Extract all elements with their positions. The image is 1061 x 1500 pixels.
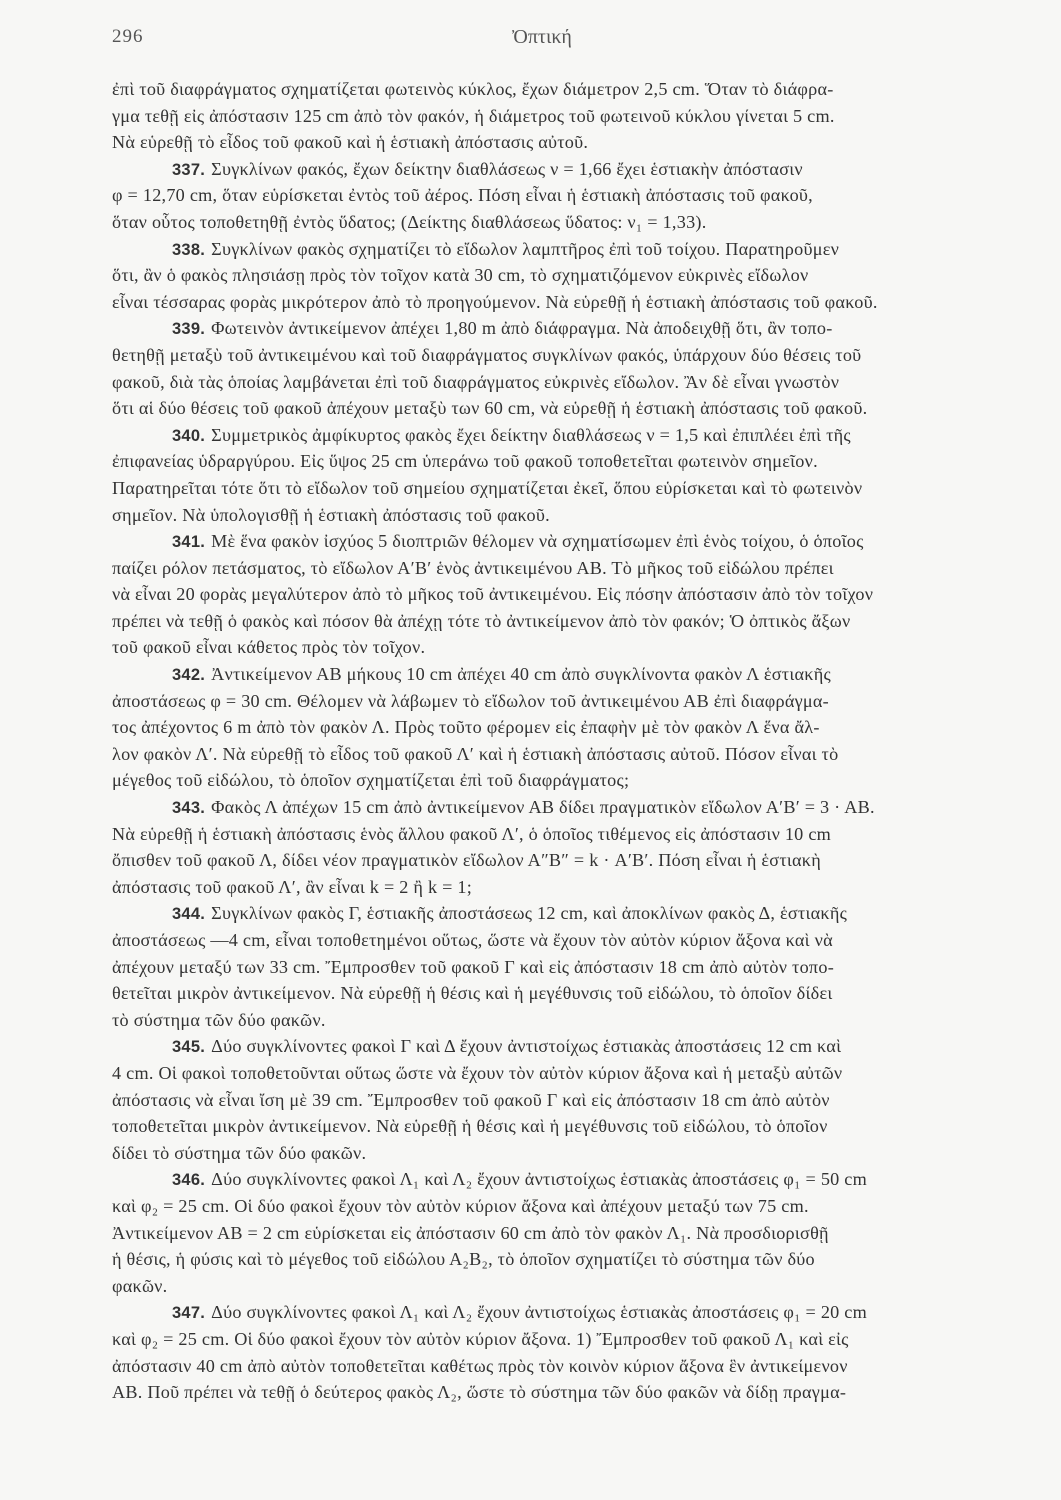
line-text: εἶναι τέσσαρας φορὰς μικρότερον ἀπὸ τὸ προηγούμενον. Νὰ εὑρεθῇ ἡ ἑστιακὴ ἀπόστασις τοῦ φακοῦ.: [112, 291, 878, 312]
text-line: [112, 874, 990, 901]
text-line: [112, 182, 990, 209]
line-text: φακοῦ, διὰ τὰς ὁποίας λαμβάνεται ἐπὶ τοῦ διαφράγματος εὐκρινὲς εἴδωλον. Ἂν δὲ εἶναι γνωστὸν: [112, 371, 840, 392]
text-line: [112, 103, 990, 130]
text-line: [112, 688, 990, 715]
line-text: θετηθῇ μεταξὺ τοῦ ἀντικειμένου καὶ τοῦ διαφράγματος συγκλίνων φακός, ὑπάρχουν δύο θέσεις τοῦ: [112, 344, 862, 365]
line-text: σημεῖον. Νὰ ὑπολογισθῇ ἡ ἑστιακὴ ἀπόστασις τοῦ φακοῦ.: [112, 504, 550, 525]
text-line: [112, 1140, 990, 1167]
text-line: [112, 1326, 990, 1353]
text-line: [112, 422, 990, 449]
line-text: Δύο συγκλίνοντες φακοὶ Γ καὶ Δ ἔχουν ἀντιστοίχως ἑστιακὰς ἀποστάσεις 12 cm καὶ: [211, 1036, 842, 1057]
line-text: Συμμετρικὸς ἀμφίκυρτος φακὸς ἔχει δείκτην διαθλάσεως ν = 1,5 καὶ ἐπιπλέει ἐπὶ τῆς: [211, 424, 851, 445]
text-line: [112, 661, 990, 688]
line-text: τος ἀπέχοντος 6 m ἀπὸ τὸν φακὸν Λ. Πρὸς τοῦτο φέρομεν εἰς ἐπαφὴν μὲ τὸν φακὸν Λ ἕνα ἄλ-: [112, 717, 820, 738]
text-line: [112, 555, 990, 582]
text-line: [112, 1033, 990, 1060]
text-line: [112, 954, 990, 981]
problem-number: 342.: [172, 666, 206, 685]
line-text: καὶ φ₂ = 25 cm. Οἱ δύο φακοὶ ἔχουν τὸν αὐτὸν κύριον ἄξονα καὶ ἀπέχουν μεταξύ των 75 cm.: [112, 1195, 809, 1216]
text-line: [112, 741, 990, 768]
problem-number: 337.: [172, 160, 206, 179]
line-text: ἀποστάσεως φ = 30 cm. Θέλομεν νὰ λάβωμεν τὸ εἴδωλον τοῦ ἀντικειμένου ΑΒ ἐπὶ διαφράγμα-: [112, 690, 829, 711]
line-text: Ἀντικείμενον ΑΒ μήκους 10 cm ἀπέχει 40 cm ἀπὸ συγκλίνοντα φακὸν Λ ἑστιακῆς: [211, 664, 831, 685]
line-text: Φωτεινὸν ἀντικείμενον ἀπέχει 1,80 m ἀπὸ διάφραγμα. Νὰ ἀποδειχθῇ ὅτι, ἂν τοπο-: [211, 318, 833, 339]
text-line: [112, 900, 990, 927]
line-text: ἀποστάσεως —4 cm, εἶναι τοποθετημένοι οὕτως, ὥστε νὰ ἔχουν τὸν αὐτὸν κύριον ἄξονα καὶ νὰ: [112, 930, 833, 950]
line-text: ἐπιφανείας ὑδραργύρου. Εἰς ὕψος 25 cm ὑπεράνω τοῦ φακοῦ τοποθετεῖται φωτεινὸν σημεῖον.: [112, 451, 818, 472]
line-text: Ἀντικείμενον ΑΒ = 2 cm εὑρίσκεται εἰς ἀπόστασιν 60 cm ἀπὸ τὸν φακὸν Λ₁. Νὰ προσδιορισθῇ: [112, 1222, 829, 1243]
line-text: ὅτι, ἂν ὁ φακὸς πλησιάσῃ πρὸς τὸν τοῖχον κατὰ 30 cm, τὸ σχηματιζόμενον εὐκρινὲς εἴδωλον: [112, 265, 809, 286]
text-line: [112, 528, 990, 555]
line-text: ἡ θέσις, ἡ φύσις καὶ τὸ μέγεθος τοῦ εἰδώλου Α₂Β₂, τὸ ὁποῖον σχηματίζει τὸ σύστημα τῶν δύο: [112, 1249, 815, 1270]
line-text: θετεῖται μικρὸν ἀντικείμενον. Νὰ εὑρεθῇ ἡ θέσις καὶ ἡ μεγέθυνσις τοῦ εἰδώλου, τὸ ὁποῖον δίδει: [112, 983, 833, 1004]
line-text: ἀπέχουν μεταξύ των 33 cm. Ἔμπροσθεν τοῦ φακοῦ Γ καὶ εἰς ἀπόστασιν 18 cm ἀπὸ αὐτὸν τοπο-: [112, 956, 835, 977]
line-text: 4 cm. Οἱ φακοὶ τοποθετοῦνται οὕτως ὥστε νὰ ἔχουν τὸν αὐτὸν κύριον ἄξονα καὶ ἡ μεταξὺ αὐτῶν: [112, 1062, 843, 1083]
text-line: [112, 315, 990, 342]
line-text: ὅταν οὗτος τοποθετηθῇ ἐντὸς ὕδατος; (Δείκτης διαθλάσεως ὕδατος: ν₁ = 1,33).: [112, 211, 707, 232]
text-line: [112, 847, 990, 874]
problem-number: 343.: [172, 799, 206, 818]
text-line: [112, 1087, 990, 1114]
problem-number: 340.: [172, 426, 206, 445]
text-line: [112, 236, 990, 263]
line-text: Φακὸς Λ ἀπέχων 15 cm ἀπὸ ἀντικείμενον ΑΒ δίδει πραγματικὸν εἴδωλον Α′Β′ = 3 · ΑΒ.: [211, 797, 875, 818]
line-text: Δύο συγκλίνοντες φακοὶ Λ₁ καὶ Λ₂ ἔχουν ἀντιστοίχως ἑστιακὰς ἀποστάσεις φ₁ = 20 cm: [211, 1302, 868, 1323]
text-line: [112, 289, 990, 316]
text-line: [112, 475, 990, 502]
line-text: Συγκλίνων φακὸς Γ, ἑστιακῆς ἀποστάσεως 12 cm, καὶ ἀποκλίνων φακὸς Δ, ἑστιακῆς: [211, 903, 848, 924]
text-line: [112, 502, 990, 529]
text-line: [112, 76, 990, 103]
line-text: νὰ εἶναι 20 φορὰς μεγαλύτερον ἀπὸ τὸ μῆκος τοῦ ἀντικειμένου. Εἰς πόσην ἀπόστασιν ἀπὸ τὸν τοῖχον: [112, 584, 874, 605]
problem-number: 345.: [172, 1038, 206, 1057]
text-line: [112, 369, 990, 396]
line-text: Δύο συγκλίνοντες φακοὶ Λ₁ καὶ Λ₂ ἔχουν ἀντιστοίχως ἑστιακὰς ἀποστάσεις φ₁ = 50 cm: [211, 1169, 868, 1190]
line-text: φ = 12,70 cm, ὅταν εὑρίσκεται ἐντὸς τοῦ ἀέρος. Πόση εἶναι ἡ ἑστιακὴ ἀπόστασις τοῦ φακοῦ,: [112, 185, 813, 206]
line-text: τοῦ φακοῦ εἶναι κάθετος πρὸς τὸν τοῖχον.: [112, 637, 426, 658]
line-text: Νὰ εὑρεθῇ ἡ ἑστιακὴ ἀπόστασις ἑνὸς ἄλλου φακοῦ Λ′, ὁ ὁποῖος τιθέμενος εἰς ἀπόστασιν 10 cm: [112, 823, 832, 844]
line-text: Νὰ εὑρεθῇ τὸ εἶδος τοῦ φακοῦ καὶ ἡ ἑστιακὴ ἀπόστασις αὐτοῦ.: [112, 132, 589, 153]
page-number: 296: [112, 26, 144, 47]
problem-number: 341.: [172, 533, 206, 552]
text-line: [112, 1193, 990, 1220]
line-text: ἐπὶ τοῦ διαφράγματος σχηματίζεται φωτεινὸς κύκλος, ἔχων διάμετρον 2,5 cm. Ὅταν τὸ διάφρα-: [112, 79, 834, 99]
text-line: [112, 1007, 990, 1034]
problem-number: 347.: [172, 1304, 206, 1323]
line-text: ὅτι αἱ δύο θέσεις τοῦ φακοῦ ἀπέχουν μεταξὺ των 60 cm, νὰ εὑρεθῇ ἡ ἑστιακὴ ἀπόστασις τοῦ φακοῦ.: [112, 398, 868, 419]
text-line: [112, 1166, 990, 1193]
text-line: [112, 129, 990, 156]
text-line: [112, 156, 990, 183]
text-line: [112, 1246, 990, 1273]
line-text: λον φακὸν Λ′. Νὰ εὑρεθῇ τὸ εἶδος τοῦ φακοῦ Λ′ καὶ ἡ ἑστιακὴ ἀπόστασις αὐτοῦ. Πόσον εἶναι τὸ: [112, 743, 839, 764]
problem-number: 346.: [172, 1171, 206, 1190]
line-text: ὄπισθεν τοῦ φακοῦ Λ, δίδει νέον πραγματικὸν εἴδωλον Α″Β″ = k · Α′Β′. Πόση εἶναι ἡ ἑστιακὴ: [112, 850, 821, 871]
text-line: [112, 209, 990, 236]
line-text: πρέπει νὰ τεθῇ ὁ φακὸς καὶ πόσον θὰ ἀπέχῃ τότε τὸ ἀντικείμενον ἀπὸ τὸν φακόν; Ὁ ὀπτικὸς ἄξων: [112, 610, 851, 631]
text-line: [112, 767, 990, 794]
text-line: [112, 581, 990, 608]
text-line: [112, 1113, 990, 1140]
problem-number: 344.: [172, 905, 206, 924]
line-text: τοποθετεῖται μικρὸν ἀντικείμενον. Νὰ εὑρεθῇ ἡ θέσις καὶ ἡ μεγέθυνσις τοῦ εἰδώλου, τὸ ὁποῖον: [112, 1116, 828, 1137]
line-text: ΑΒ. Ποῦ πρέπει νὰ τεθῇ ὁ δεύτερος φακὸς Λ₂, ὥστε τὸ σύστημα τῶν δύο φακῶν νὰ δίδῃ πραγμα-: [112, 1382, 847, 1403]
line-text: παίζει ρόλον πετάσματος, τὸ εἴδωλον Α′Β′ ἑνὸς ἀντικειμένου ΑΒ. Τὸ μῆκος τοῦ εἰδώλου πρέπει: [112, 557, 834, 578]
problem-number: 339.: [172, 320, 206, 339]
body-text: [112, 76, 990, 1406]
text-line: [112, 1060, 990, 1087]
text-line: [112, 1273, 990, 1300]
text-line: [112, 1299, 990, 1326]
line-text: ἀπόστασις νὰ εἶναι ἴση μὲ 39 cm. Ἔμπροσθεν τοῦ φακοῦ Γ καὶ εἰς ἀπόστασιν 18 cm ἀπὸ αὐτὸν: [112, 1089, 830, 1110]
line-text: φακῶν.: [112, 1275, 168, 1296]
problem-number: 338.: [172, 240, 206, 259]
running-title: Ὀπτική: [512, 26, 572, 48]
text-line: [112, 980, 990, 1007]
line-text: καὶ φ₂ = 25 cm. Οἱ δύο φακοὶ ἔχουν τὸν αὐτὸν κύριον ἄξονα. 1) Ἔμπροσθεν τοῦ φακοῦ Λ₁ καὶ εἰς: [112, 1328, 849, 1349]
text-line: [112, 1353, 990, 1380]
line-text: Συγκλίνων φακὸς σχηματίζει τὸ εἴδωλον λαμπτῆρος ἐπὶ τοῦ τοίχου. Παρατηροῦμεν: [211, 238, 840, 259]
text-line: [112, 794, 990, 821]
line-text: ἀπόστασις τοῦ φακοῦ Λ′, ἂν εἶναι k = 2 ἢ k = 1;: [112, 876, 473, 897]
text-line: [112, 821, 990, 848]
line-text: Μὲ ἕνα φακὸν ἰσχύος 5 διοπτριῶν θέλομεν νὰ σχηματίσωμεν ἐπὶ ἑνὸς τοίχου, ὁ ὁποῖος: [211, 531, 864, 552]
line-text: τὸ σύστημα τῶν δύο φακῶν.: [112, 1009, 326, 1030]
line-text: μέγεθος τοῦ εἰδώλου, τὸ ὁποῖον σχηματίζεται ἐπὶ τοῦ διαφράγματος;: [112, 770, 630, 791]
text-line: [112, 927, 990, 954]
line-text: Παρατηρεῖται τότε ὅτι τὸ εἴδωλον τοῦ σημείου σχηματίζεται ἐκεῖ, ὅπου εὑρίσκεται καὶ τὸ φωτεινὸν: [112, 477, 863, 498]
line-text: δίδει τὸ σύστημα τῶν δύο φακῶν.: [112, 1142, 367, 1163]
text-line: [112, 342, 990, 369]
text-line: [112, 608, 990, 635]
page-header: [112, 26, 972, 56]
text-line: [112, 448, 990, 475]
line-text: ἀπόστασιν 40 cm ἀπὸ αὐτὸν τοποθετεῖται καθέτως πρὸς τὸν κοινὸν κύριον ἄξονα ἓν ἀντικείμενον: [112, 1355, 848, 1376]
text-line: [112, 634, 990, 661]
line-text: γμα τεθῇ εἰς ἀπόστασιν 125 cm ἀπὸ τὸν φακόν, ἡ διάμετρος τοῦ φωτεινοῦ κύκλου γίνεται 5 cm.: [112, 105, 835, 126]
line-text: Συγκλίνων φακός, ἔχων δείκτην διαθλάσεως ν = 1,66 ἔχει ἑστιακὴν ἀπόστασιν: [211, 158, 803, 179]
text-line: [112, 262, 990, 289]
text-line: [112, 714, 990, 741]
text-line: [112, 1379, 990, 1406]
text-line: [112, 395, 990, 422]
text-line: [112, 1220, 990, 1247]
